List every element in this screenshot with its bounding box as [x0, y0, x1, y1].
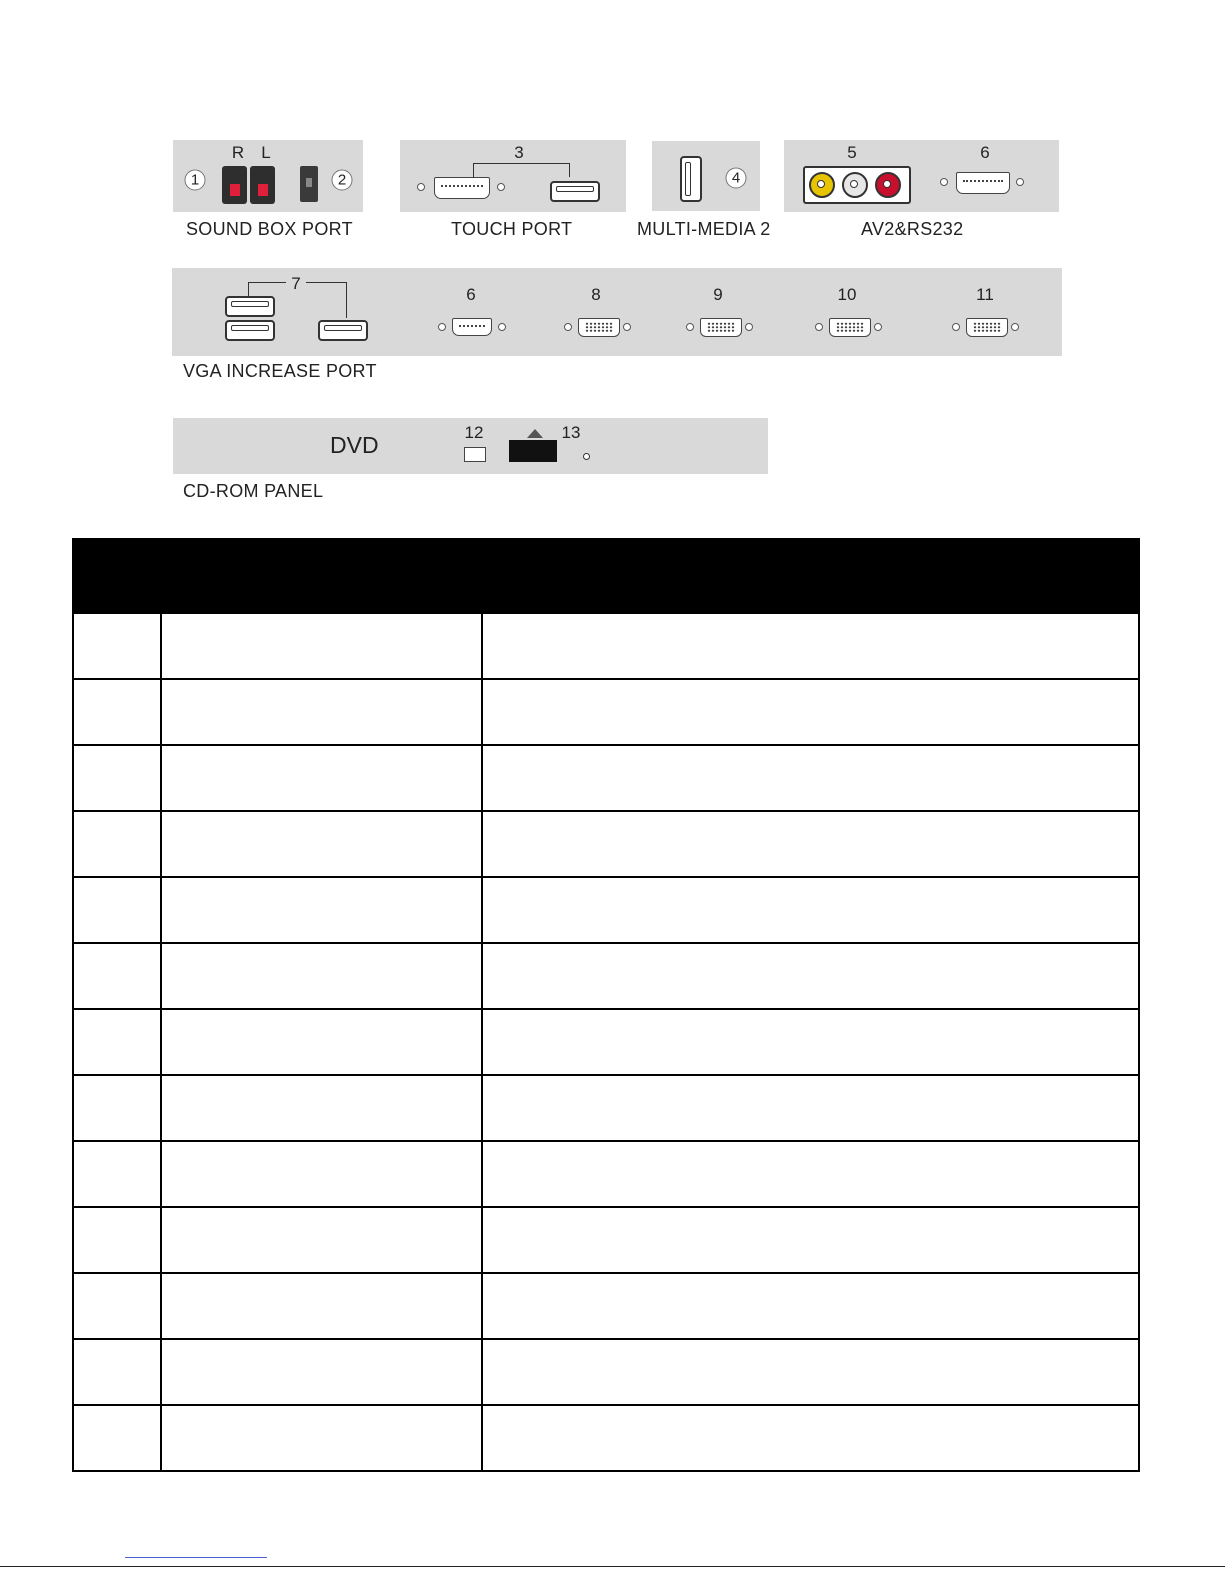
vga-port-8	[578, 318, 620, 337]
table-cell	[73, 811, 161, 877]
table-cell	[482, 1405, 1139, 1471]
screw	[815, 323, 823, 331]
dvd-title: DVD	[330, 432, 379, 458]
rca-video-yellow	[809, 172, 835, 198]
bracket-7-left	[248, 282, 286, 283]
touch-port-caption: TOUCH PORT	[451, 219, 573, 239]
table-cell	[73, 1009, 161, 1075]
table-row	[73, 679, 1139, 745]
ir-window	[464, 447, 486, 462]
table-cell	[161, 1405, 482, 1471]
table-row	[73, 1339, 1139, 1405]
table-row	[73, 745, 1139, 811]
callout-1: 1	[185, 170, 206, 191]
table-cell	[161, 613, 482, 679]
multimedia-caption: MULTI-MEDIA 2	[637, 219, 771, 239]
callout-6: 6	[980, 143, 990, 162]
av2-caption: AV2&RS232	[861, 219, 964, 239]
table-cell	[482, 1141, 1139, 1207]
table-row	[73, 1009, 1139, 1075]
table-cell	[161, 811, 482, 877]
table-cell	[73, 1207, 161, 1273]
table-cell	[161, 1009, 482, 1075]
callout-11: 11	[976, 285, 994, 304]
screw	[498, 323, 506, 331]
screw	[564, 323, 572, 331]
table-cell	[482, 745, 1139, 811]
table-cell	[73, 1273, 161, 1339]
table-cell	[161, 745, 482, 811]
bracket-3-right	[569, 163, 570, 177]
table-cell	[161, 1339, 482, 1405]
table-row	[73, 1273, 1139, 1339]
table-row	[73, 1405, 1139, 1471]
table-row	[73, 811, 1139, 877]
power-switch	[300, 166, 318, 202]
multimedia-usb-port	[680, 156, 702, 202]
table-row	[73, 1141, 1139, 1207]
callout-2: 2	[332, 170, 353, 191]
callout-9: 9	[713, 285, 723, 304]
footer-rule	[0, 1566, 1225, 1567]
header-cell-description	[482, 539, 1139, 613]
eject-icon	[527, 429, 543, 438]
callout-12: 12	[464, 423, 484, 442]
screw	[497, 183, 505, 191]
table-cell	[73, 1141, 161, 1207]
table-row	[73, 1207, 1139, 1273]
screw	[438, 323, 446, 331]
vga-usb-port-b	[225, 320, 275, 341]
table-row	[73, 613, 1139, 679]
vga-port-9	[700, 318, 742, 337]
touch-usb-port	[550, 181, 600, 202]
screw	[1016, 178, 1024, 186]
callout-6b: 6	[466, 285, 476, 304]
callout-5: 5	[847, 143, 857, 162]
rca-audio-red	[875, 172, 901, 198]
bracket-7-left-down	[248, 282, 249, 296]
callout-10: 10	[837, 285, 857, 304]
table-row	[73, 1075, 1139, 1141]
vga-usb-port-c	[318, 320, 368, 341]
rs232-port	[956, 172, 1010, 194]
table-row	[73, 943, 1139, 1009]
screw	[623, 323, 631, 331]
table-cell	[73, 877, 161, 943]
table-cell	[73, 613, 161, 679]
callout-4: 4	[726, 168, 747, 189]
table-cell	[73, 679, 161, 745]
bracket-7-right-down	[346, 282, 347, 318]
vga-port-10	[829, 318, 871, 337]
cdrom-caption: CD-ROM PANEL	[183, 481, 324, 501]
table-cell	[482, 679, 1139, 745]
table-cell	[161, 1273, 482, 1339]
vga-usb-port-a	[225, 296, 275, 317]
table-cell	[161, 943, 482, 1009]
serial-port	[452, 318, 492, 336]
callout-7: 7	[291, 274, 301, 293]
screw	[417, 183, 425, 191]
table-cell	[73, 1339, 161, 1405]
header-cell-name	[161, 539, 482, 613]
rca-audio-white	[842, 172, 868, 198]
bracket-3	[473, 163, 569, 164]
header-cell-no	[73, 539, 161, 613]
table-cell	[482, 811, 1139, 877]
table-cell	[161, 679, 482, 745]
screw	[1011, 323, 1019, 331]
footer-link-line[interactable]	[125, 1557, 267, 1558]
screw	[940, 178, 948, 186]
callout-13: 13	[561, 423, 581, 442]
screw	[686, 323, 694, 331]
table-cell	[73, 745, 161, 811]
bracket-3-left	[473, 163, 474, 177]
label-r: R	[231, 143, 245, 162]
table-cell	[73, 943, 161, 1009]
table-cell	[482, 613, 1139, 679]
callout-8: 8	[591, 285, 601, 304]
table-cell	[161, 1207, 482, 1273]
screw	[874, 323, 882, 331]
table-cell	[482, 1207, 1139, 1273]
table-cell	[73, 1405, 161, 1471]
table-cell	[73, 1075, 161, 1141]
table-row	[73, 877, 1139, 943]
vga-caption: VGA INCREASE PORT	[183, 361, 377, 381]
screw	[952, 323, 960, 331]
sound-box-caption: SOUND BOX PORT	[186, 219, 353, 239]
indicator-led	[583, 453, 590, 460]
table-cell	[161, 877, 482, 943]
table-cell	[482, 877, 1139, 943]
table-cell	[482, 1273, 1139, 1339]
table-cell	[482, 1009, 1139, 1075]
callout-3: 3	[514, 143, 524, 162]
port-spec-table	[72, 538, 1140, 1472]
table-cell	[161, 1075, 482, 1141]
screw	[745, 323, 753, 331]
touch-serial-port	[434, 177, 490, 199]
label-l: L	[261, 143, 271, 162]
bracket-7-right	[306, 282, 346, 283]
table-cell	[482, 1339, 1139, 1405]
table-cell	[161, 1141, 482, 1207]
table-header	[73, 539, 1139, 613]
vga-port-11	[966, 318, 1008, 337]
speaker-terminal	[222, 166, 276, 204]
table-cell	[482, 943, 1139, 1009]
disc-slot	[509, 440, 557, 462]
table-cell	[482, 1075, 1139, 1141]
